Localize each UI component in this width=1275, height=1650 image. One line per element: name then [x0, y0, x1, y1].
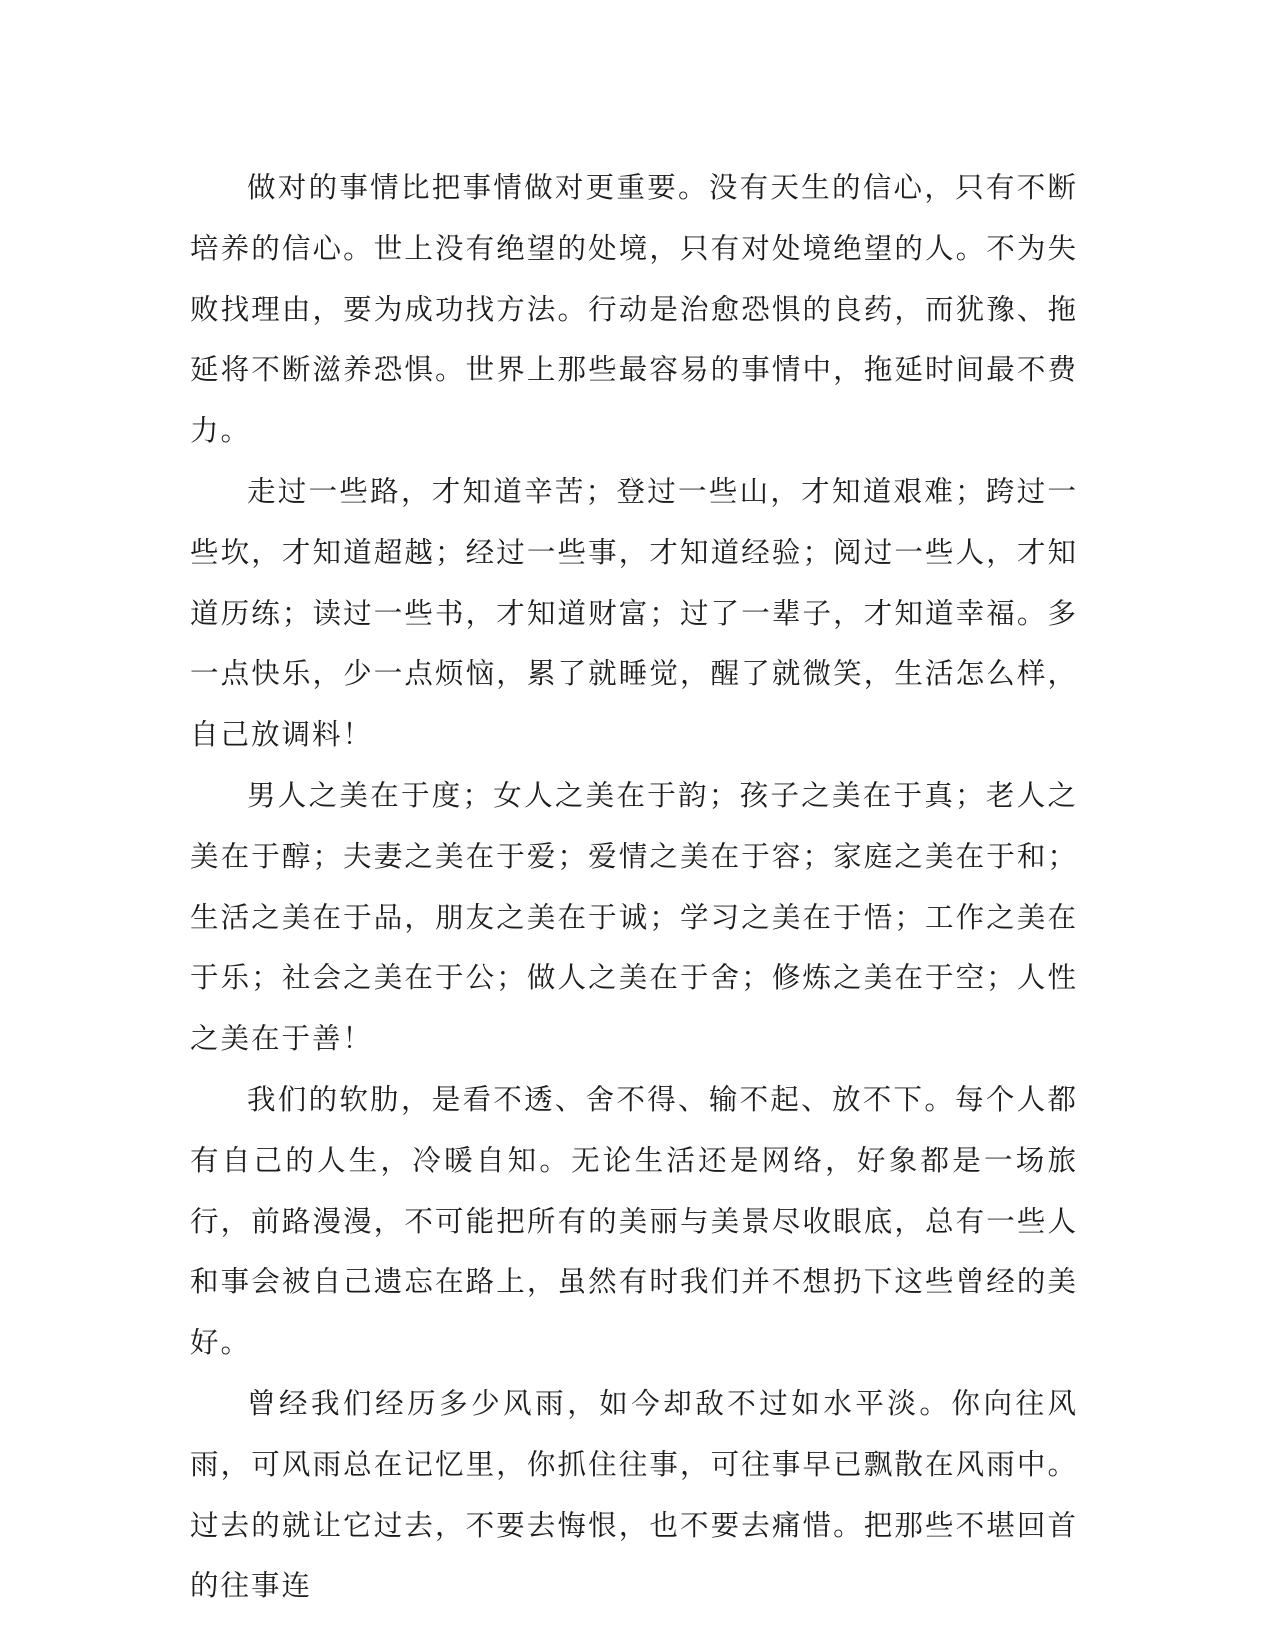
document-body: [190, 158, 1078, 1617]
paragraph-3: 男人之美在于度；女人之美在于韵；孩子之美在于真；老人之美在于醇；夫妻之美在于爱；爱情之美在于容；家庭之美在于和；生活之美在于品，朋友之美在于诚；学习之美在于悟；工作之美在于乐；社会之美在于公；做人之美在于舍；修炼之美在于空；人性之美在于善！: [190, 778, 1078, 1056]
paragraph-5: 曾经我们经历多少风雨，如今却敌不过如水平淡。你向往风雨，可风雨总在记忆里，你抓住往事，可往事早已飘散在风雨中。过去的就让它过去，不要去悔恨，也不要去痛惜。把那些不堪回首的往事连: [190, 1386, 1078, 1603]
paragraph-4: 我们的软肋，是看不透、舍不得、输不起、放不下。每个人都有自己的人生，冷暖自知。无论生活还是网络，好象都是一场旅行，前路漫漫，不可能把所有的美丽与美景尽收眼底，总有一些人和事会被自己遗忘在路上，虽然有时我们并不想扔下这些曾经的美好。: [190, 1082, 1078, 1360]
paragraph-2: 走过一些路，才知道辛苦；登过一些山，才知道艰难；跨过一些坎，才知道超越；经过一些事，才知道经验；阅过一些人，才知道历练；读过一些书，才知道财富；过了一辈子，才知道幸福。多一点快乐，少一点烦恼，累了就睡觉，醒了就微笑，生活怎么样，自己放调料！: [190, 474, 1078, 752]
paragraph-1: 做对的事情比把事情做对更重要。没有天生的信心，只有不断培养的信心。世上没有绝望的处境，只有对处境绝望的人。不为失败找理由，要为成功找方法。行动是治愈恐惧的良药，而犹豫、拖延将不断滋养恐惧。世界上那些最容易的事情中，拖延时间最不费力。: [190, 171, 1078, 448]
